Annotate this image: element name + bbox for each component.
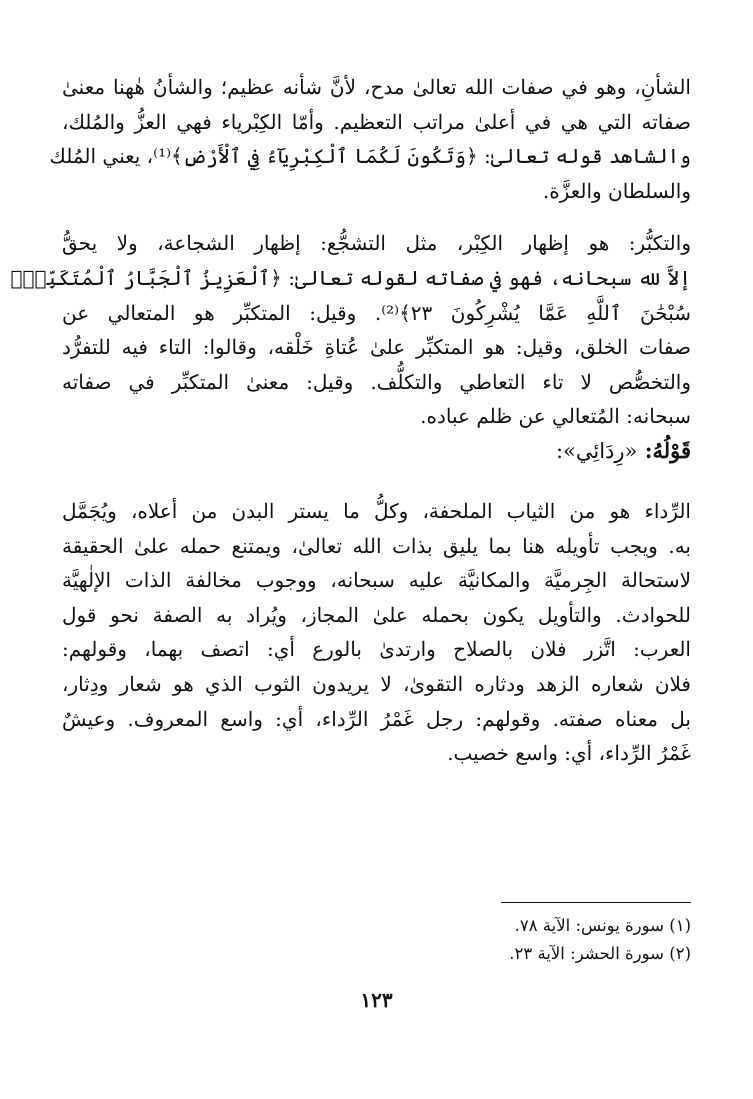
footnotes xyxy=(62,912,691,968)
text-line: العرب: اتَّزر فلان بالصلاح وارتدىٰ بالورع أي: اتصف بهما، وقولهم: xyxy=(62,637,691,662)
text-line: والسلطان والعزَّة. xyxy=(542,178,691,203)
text-line: للحوادث. والتأويل يكون بحمله علىٰ المجاز، ويُراد به الصفة نحو قول xyxy=(62,602,691,627)
text-line: والتخصُّص لا تاء التعاطي والتكلُّف. وقيل: معنىٰ المتكبِّر في صفاته xyxy=(62,369,691,394)
document-page xyxy=(10,70,691,1099)
heading-word: «رِدَائِي»: xyxy=(555,438,638,463)
text-line: والتكبُّر: هو إظهار الكِبْر، مثل التشجُّع: إظهار الشجاعة، ولا يحقُّ xyxy=(62,231,691,256)
paragraph-takabbur xyxy=(10,226,691,434)
paragraph-shan-kibriya xyxy=(49,70,691,208)
text-line: سُبْحَٰنَ ٱللَّهِ عَمَّا يُشْرِكُونَ ٢٣﴾⁽²⁾. وقيل: المتكبِّر هو المتعالي عن xyxy=(62,300,691,325)
footnote-2: (٢) سورة الحشر: الآية ٢٣. xyxy=(509,944,691,963)
footnote-1: (١) سورة يونس: الآية ٧٨. xyxy=(514,916,691,935)
footnote-divider xyxy=(501,902,691,903)
text-line: سبحانه: المُتعالي عن ظلم عباده. xyxy=(420,404,691,429)
text-line: بل معناه صفته. وقولهم: رجل غَمْرُ الرِّداء، أي: واسع المعروف. وعيشٌ xyxy=(62,706,691,731)
page-number: ١٢٣ xyxy=(360,988,393,1012)
text-line: غَمْرُ الرِّداء، أي: واسع خصيب. xyxy=(447,741,691,766)
section-heading xyxy=(62,434,691,468)
text-line: فلان شعاره الزهد ودثاره التقوىٰ، لا يريدون الثوب الذي هو شعار ودِثار، xyxy=(62,671,691,696)
text-line: به. ويجب تأويله هنا بما يليق بذات الله تعالىٰ، ويمتنع حمله علىٰ الحقيقة xyxy=(62,533,691,558)
heading-label: قَوْلُهُ: xyxy=(644,437,691,463)
paragraph-rida xyxy=(62,494,691,771)
text-line: الشأنِ، وهو في صفات الله تعالىٰ مدح، لأنَّ شأنه عظيم؛ والشأنُ هٰهنا معنىٰ xyxy=(62,75,691,99)
text-line: صفات الخلق، وقيل: هو المتكبِّر علىٰ عُتاةِ خَلْقه، وقالوا: التاء فيه للتفرُّد xyxy=(62,335,691,360)
text-line: الرِّداء هو من الثياب الملحفة، وكلُّ ما يستر البدن من أعلاه، ويُجَمَّل xyxy=(62,498,691,523)
text-line: لاستحالة الجِرميَّة والمكانيَّة عليه سبحانه، ووجوب مخالفة الذات الإلٰهيَّة xyxy=(62,568,691,593)
text-line: صفاته التي هي في أعلىٰ مراتب التعظيم. وأمّا الكِبْرياء فهي العزُّ والمُلك، xyxy=(62,109,691,134)
text-line: والشاهد قوله تعالىٰ: ﴿وَتَكُونَ لَكُمَا ٱلْكِبْرِيَآءُ فِي ٱلْأَرْضِ﴾⁽¹⁾، يعني المُلك xyxy=(49,144,691,169)
text-line: إلاَّ لله سبحانه، فهو في صفاته لقوله تعالىٰ: ﴿ٱلْعَزِيزُ ٱلْجَبَّارُ ٱلْمُتَكَبِّرُۚ xyxy=(10,265,691,290)
